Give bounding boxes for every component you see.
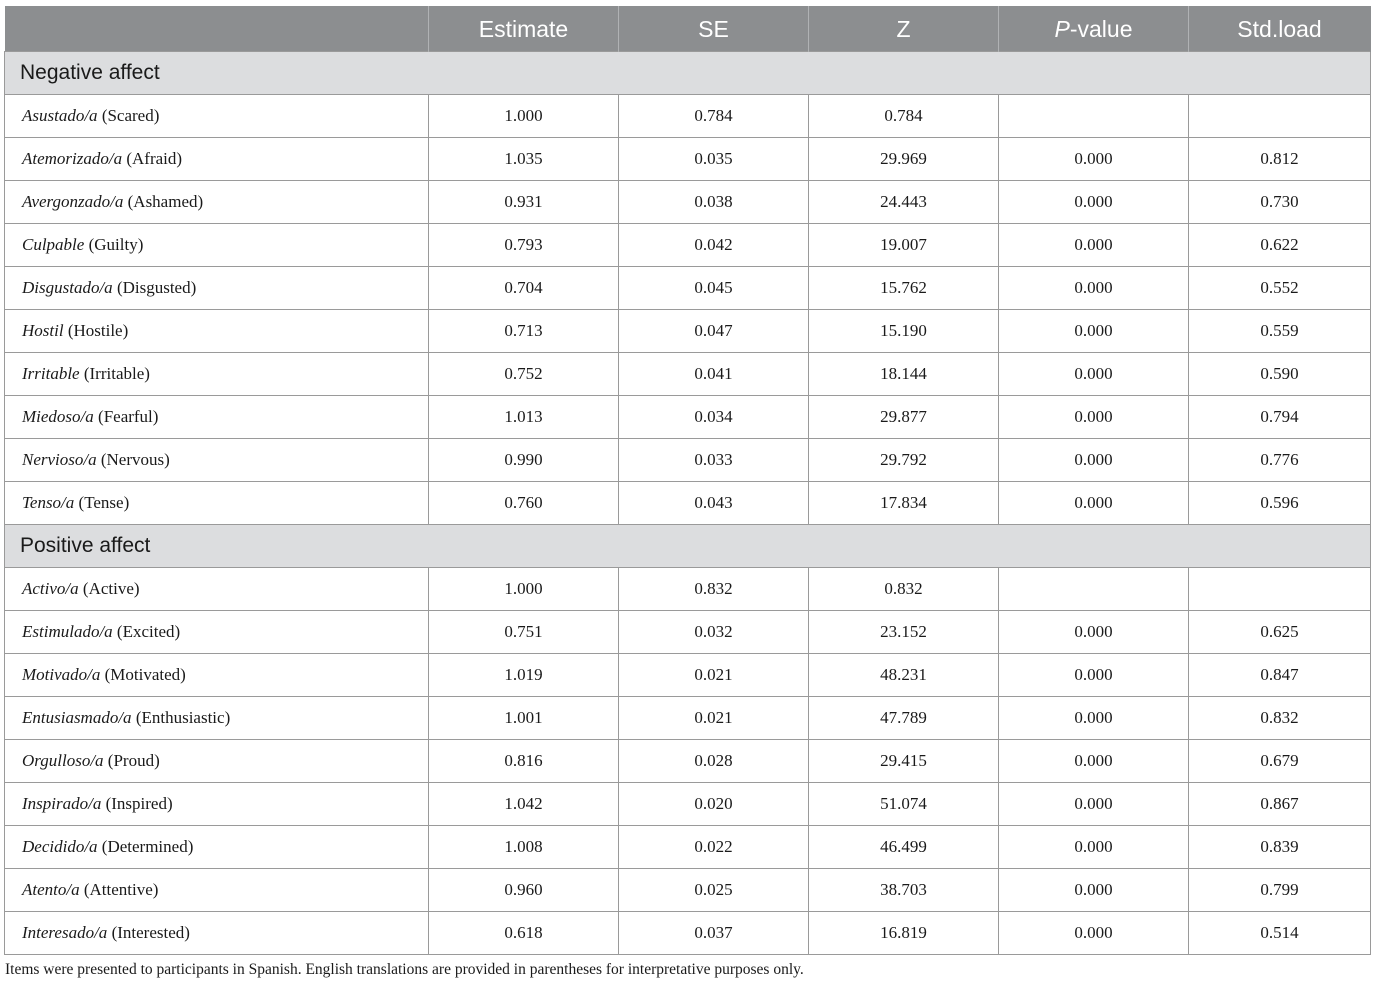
- std-load-cell: 0.794: [1189, 396, 1371, 439]
- section-title: Positive affect: [5, 525, 1371, 568]
- std-load-cell: 0.590: [1189, 353, 1371, 396]
- p-value-cell: 0.000: [999, 783, 1189, 826]
- item-english: (Afraid): [126, 149, 183, 168]
- z-cell: 17.834: [809, 482, 999, 525]
- z-cell: 24.443: [809, 181, 999, 224]
- std-load-cell: 0.596: [1189, 482, 1371, 525]
- header-p-suffix: -value: [1069, 15, 1133, 42]
- item-cell: [5, 138, 429, 181]
- std-load-cell: 0.839: [1189, 826, 1371, 869]
- item-cell: [5, 267, 429, 310]
- se-cell: 0.022: [619, 826, 809, 869]
- table-row: [5, 697, 1371, 740]
- z-cell: 29.415: [809, 740, 999, 783]
- se-cell: 0.042: [619, 224, 809, 267]
- item-spanish: Motivado/a: [22, 665, 101, 684]
- header-row: [5, 7, 1371, 52]
- se-cell: 0.020: [619, 783, 809, 826]
- item-english: (Motivated): [104, 665, 186, 684]
- estimate-cell: 0.713: [429, 310, 619, 353]
- p-value-cell: 0.000: [999, 912, 1189, 955]
- p-value-cell: 0.000: [999, 654, 1189, 697]
- item-english: (Determined): [101, 837, 194, 856]
- se-cell: 0.041: [619, 353, 809, 396]
- item-english: (Interested): [111, 923, 190, 942]
- item-spanish: Avergonzado/a: [22, 192, 124, 211]
- std-load-cell: 0.622: [1189, 224, 1371, 267]
- section-title: Negative affect: [5, 52, 1371, 95]
- estimate-cell: 0.990: [429, 439, 619, 482]
- item-spanish: Miedoso/a: [22, 407, 94, 426]
- p-value-cell: 0.000: [999, 224, 1189, 267]
- estimate-cell: 1.000: [429, 568, 619, 611]
- std-load-cell: 0.730: [1189, 181, 1371, 224]
- item-spanish: Atemorizado/a: [22, 149, 123, 168]
- se-cell: 0.832: [619, 568, 809, 611]
- std-load-cell: [1189, 95, 1371, 138]
- table-body: [5, 52, 1371, 955]
- item-cell: [5, 482, 429, 525]
- section-header-row: [5, 52, 1371, 95]
- z-cell: 0.784: [809, 95, 999, 138]
- item-cell: [5, 826, 429, 869]
- se-cell: 0.033: [619, 439, 809, 482]
- item-english: (Ashamed): [127, 192, 204, 211]
- std-load-cell: 0.625: [1189, 611, 1371, 654]
- se-cell: 0.034: [619, 396, 809, 439]
- p-value-cell: 0.000: [999, 697, 1189, 740]
- item-english: (Nervous): [100, 450, 170, 469]
- se-cell: 0.021: [619, 654, 809, 697]
- item-english: (Active): [82, 579, 140, 598]
- table-row: [5, 224, 1371, 267]
- item-cell: [5, 740, 429, 783]
- se-cell: 0.784: [619, 95, 809, 138]
- item-english: (Hostile): [67, 321, 129, 340]
- p-value-cell: 0.000: [999, 482, 1189, 525]
- item-cell: [5, 224, 429, 267]
- estimate-cell: 1.008: [429, 826, 619, 869]
- table-row: [5, 654, 1371, 697]
- item-english: (Enthusiastic): [135, 708, 231, 727]
- header-p-value: [999, 7, 1189, 52]
- item-cell: [5, 869, 429, 912]
- se-cell: 0.025: [619, 869, 809, 912]
- z-cell: 29.792: [809, 439, 999, 482]
- header-item: [5, 7, 429, 52]
- std-load-cell: 0.552: [1189, 267, 1371, 310]
- p-value-cell: 0.000: [999, 396, 1189, 439]
- header-std-load: Std.load: [1189, 7, 1371, 52]
- item-cell: [5, 611, 429, 654]
- p-value-cell: 0.000: [999, 611, 1189, 654]
- std-load-cell: 0.867: [1189, 783, 1371, 826]
- std-load-cell: 0.776: [1189, 439, 1371, 482]
- z-cell: 18.144: [809, 353, 999, 396]
- item-spanish: Decidido/a: [22, 837, 98, 856]
- item-english: (Scared): [101, 106, 160, 125]
- z-cell: 29.969: [809, 138, 999, 181]
- item-spanish: Culpable: [22, 235, 85, 254]
- estimate-cell: 0.618: [429, 912, 619, 955]
- item-spanish: Estimulado/a: [22, 622, 113, 641]
- se-cell: 0.043: [619, 482, 809, 525]
- p-value-cell: 0.000: [999, 740, 1189, 783]
- item-spanish: Asustado/a: [22, 106, 98, 125]
- header-se: SE: [619, 7, 809, 52]
- p-value-cell: 0.000: [999, 138, 1189, 181]
- item-cell: [5, 912, 429, 955]
- item-english: (Excited): [116, 622, 181, 641]
- table-row: [5, 826, 1371, 869]
- std-load-cell: 0.799: [1189, 869, 1371, 912]
- estimate-cell: 0.931: [429, 181, 619, 224]
- table-row: [5, 611, 1371, 654]
- table-row: [5, 439, 1371, 482]
- se-cell: 0.032: [619, 611, 809, 654]
- p-value-cell: 0.000: [999, 869, 1189, 912]
- table-row: [5, 353, 1371, 396]
- std-load-cell: 0.832: [1189, 697, 1371, 740]
- table-row: [5, 783, 1371, 826]
- z-cell: 38.703: [809, 869, 999, 912]
- item-spanish: Activo/a: [22, 579, 79, 598]
- p-value-cell: [999, 95, 1189, 138]
- item-english: (Fearful): [98, 407, 159, 426]
- item-cell: [5, 697, 429, 740]
- estimate-cell: 1.013: [429, 396, 619, 439]
- z-cell: 23.152: [809, 611, 999, 654]
- item-cell: [5, 181, 429, 224]
- estimate-cell: 1.042: [429, 783, 619, 826]
- section-header-row: [5, 525, 1371, 568]
- table-row: [5, 568, 1371, 611]
- item-spanish: Tenso/a: [22, 493, 75, 512]
- table-row: [5, 912, 1371, 955]
- z-cell: 15.762: [809, 267, 999, 310]
- p-value-cell: [999, 568, 1189, 611]
- z-cell: 15.190: [809, 310, 999, 353]
- z-cell: 19.007: [809, 224, 999, 267]
- estimate-cell: 0.793: [429, 224, 619, 267]
- std-load-cell: 0.679: [1189, 740, 1371, 783]
- item-spanish: Atento/a: [22, 880, 80, 899]
- table-row: [5, 95, 1371, 138]
- item-english: (Attentive): [83, 880, 159, 899]
- se-cell: 0.028: [619, 740, 809, 783]
- item-english: (Proud): [107, 751, 160, 770]
- factor-loadings-table: [4, 6, 1371, 955]
- estimate-cell: 0.960: [429, 869, 619, 912]
- item-english: (Inspired): [105, 794, 173, 813]
- item-cell: [5, 396, 429, 439]
- item-cell: [5, 310, 429, 353]
- item-cell: [5, 353, 429, 396]
- z-cell: 51.074: [809, 783, 999, 826]
- p-value-cell: 0.000: [999, 439, 1189, 482]
- z-cell: 0.832: [809, 568, 999, 611]
- item-spanish: Disgustado/a: [22, 278, 113, 297]
- std-load-cell: 0.847: [1189, 654, 1371, 697]
- header-p-italic: P: [1054, 15, 1070, 42]
- z-cell: 46.499: [809, 826, 999, 869]
- se-cell: 0.037: [619, 912, 809, 955]
- item-english: (Guilty): [88, 235, 144, 254]
- item-spanish: Hostil: [22, 321, 64, 340]
- estimate-cell: 0.704: [429, 267, 619, 310]
- p-value-cell: 0.000: [999, 181, 1189, 224]
- p-value-cell: 0.000: [999, 267, 1189, 310]
- header-z: Z: [809, 7, 999, 52]
- table-row: [5, 181, 1371, 224]
- item-spanish: Nervioso/a: [22, 450, 97, 469]
- item-cell: [5, 439, 429, 482]
- table-row: [5, 740, 1371, 783]
- table-row: [5, 138, 1371, 181]
- z-cell: 16.819: [809, 912, 999, 955]
- estimate-cell: 0.760: [429, 482, 619, 525]
- item-cell: [5, 95, 429, 138]
- se-cell: 0.035: [619, 138, 809, 181]
- std-load-cell: 0.559: [1189, 310, 1371, 353]
- z-cell: 48.231: [809, 654, 999, 697]
- item-cell: [5, 654, 429, 697]
- z-cell: 29.877: [809, 396, 999, 439]
- se-cell: 0.021: [619, 697, 809, 740]
- estimate-cell: 0.816: [429, 740, 619, 783]
- std-load-cell: 0.514: [1189, 912, 1371, 955]
- item-english: (Tense): [78, 493, 130, 512]
- p-value-cell: 0.000: [999, 310, 1189, 353]
- table-row: [5, 396, 1371, 439]
- item-english: (Irritable): [83, 364, 150, 383]
- z-cell: 47.789: [809, 697, 999, 740]
- item-english: (Disgusted): [116, 278, 197, 297]
- se-cell: 0.047: [619, 310, 809, 353]
- item-spanish: Inspirado/a: [22, 794, 102, 813]
- se-cell: 0.038: [619, 181, 809, 224]
- estimate-cell: 1.000: [429, 95, 619, 138]
- estimate-cell: 0.752: [429, 353, 619, 396]
- header-estimate: Estimate: [429, 7, 619, 52]
- table-row: [5, 482, 1371, 525]
- loadings-table-container: [4, 6, 1370, 955]
- item-spanish: Interesado/a: [22, 923, 108, 942]
- estimate-cell: 1.001: [429, 697, 619, 740]
- table-row: [5, 310, 1371, 353]
- se-cell: 0.045: [619, 267, 809, 310]
- estimate-cell: 0.751: [429, 611, 619, 654]
- table-row: [5, 267, 1371, 310]
- table-row: [5, 869, 1371, 912]
- item-spanish: Entusiasmado/a: [22, 708, 132, 727]
- item-spanish: Irritable: [22, 364, 80, 383]
- std-load-cell: [1189, 568, 1371, 611]
- estimate-cell: 1.019: [429, 654, 619, 697]
- std-load-cell: 0.812: [1189, 138, 1371, 181]
- item-cell: [5, 568, 429, 611]
- estimate-cell: 1.035: [429, 138, 619, 181]
- table-footnote: Items were presented to participants in Spanish. English translations are provided in parentheses for interpretative purposes only.: [5, 961, 804, 978]
- item-cell: [5, 783, 429, 826]
- item-spanish: Orgulloso/a: [22, 751, 104, 770]
- p-value-cell: 0.000: [999, 826, 1189, 869]
- p-value-cell: 0.000: [999, 353, 1189, 396]
